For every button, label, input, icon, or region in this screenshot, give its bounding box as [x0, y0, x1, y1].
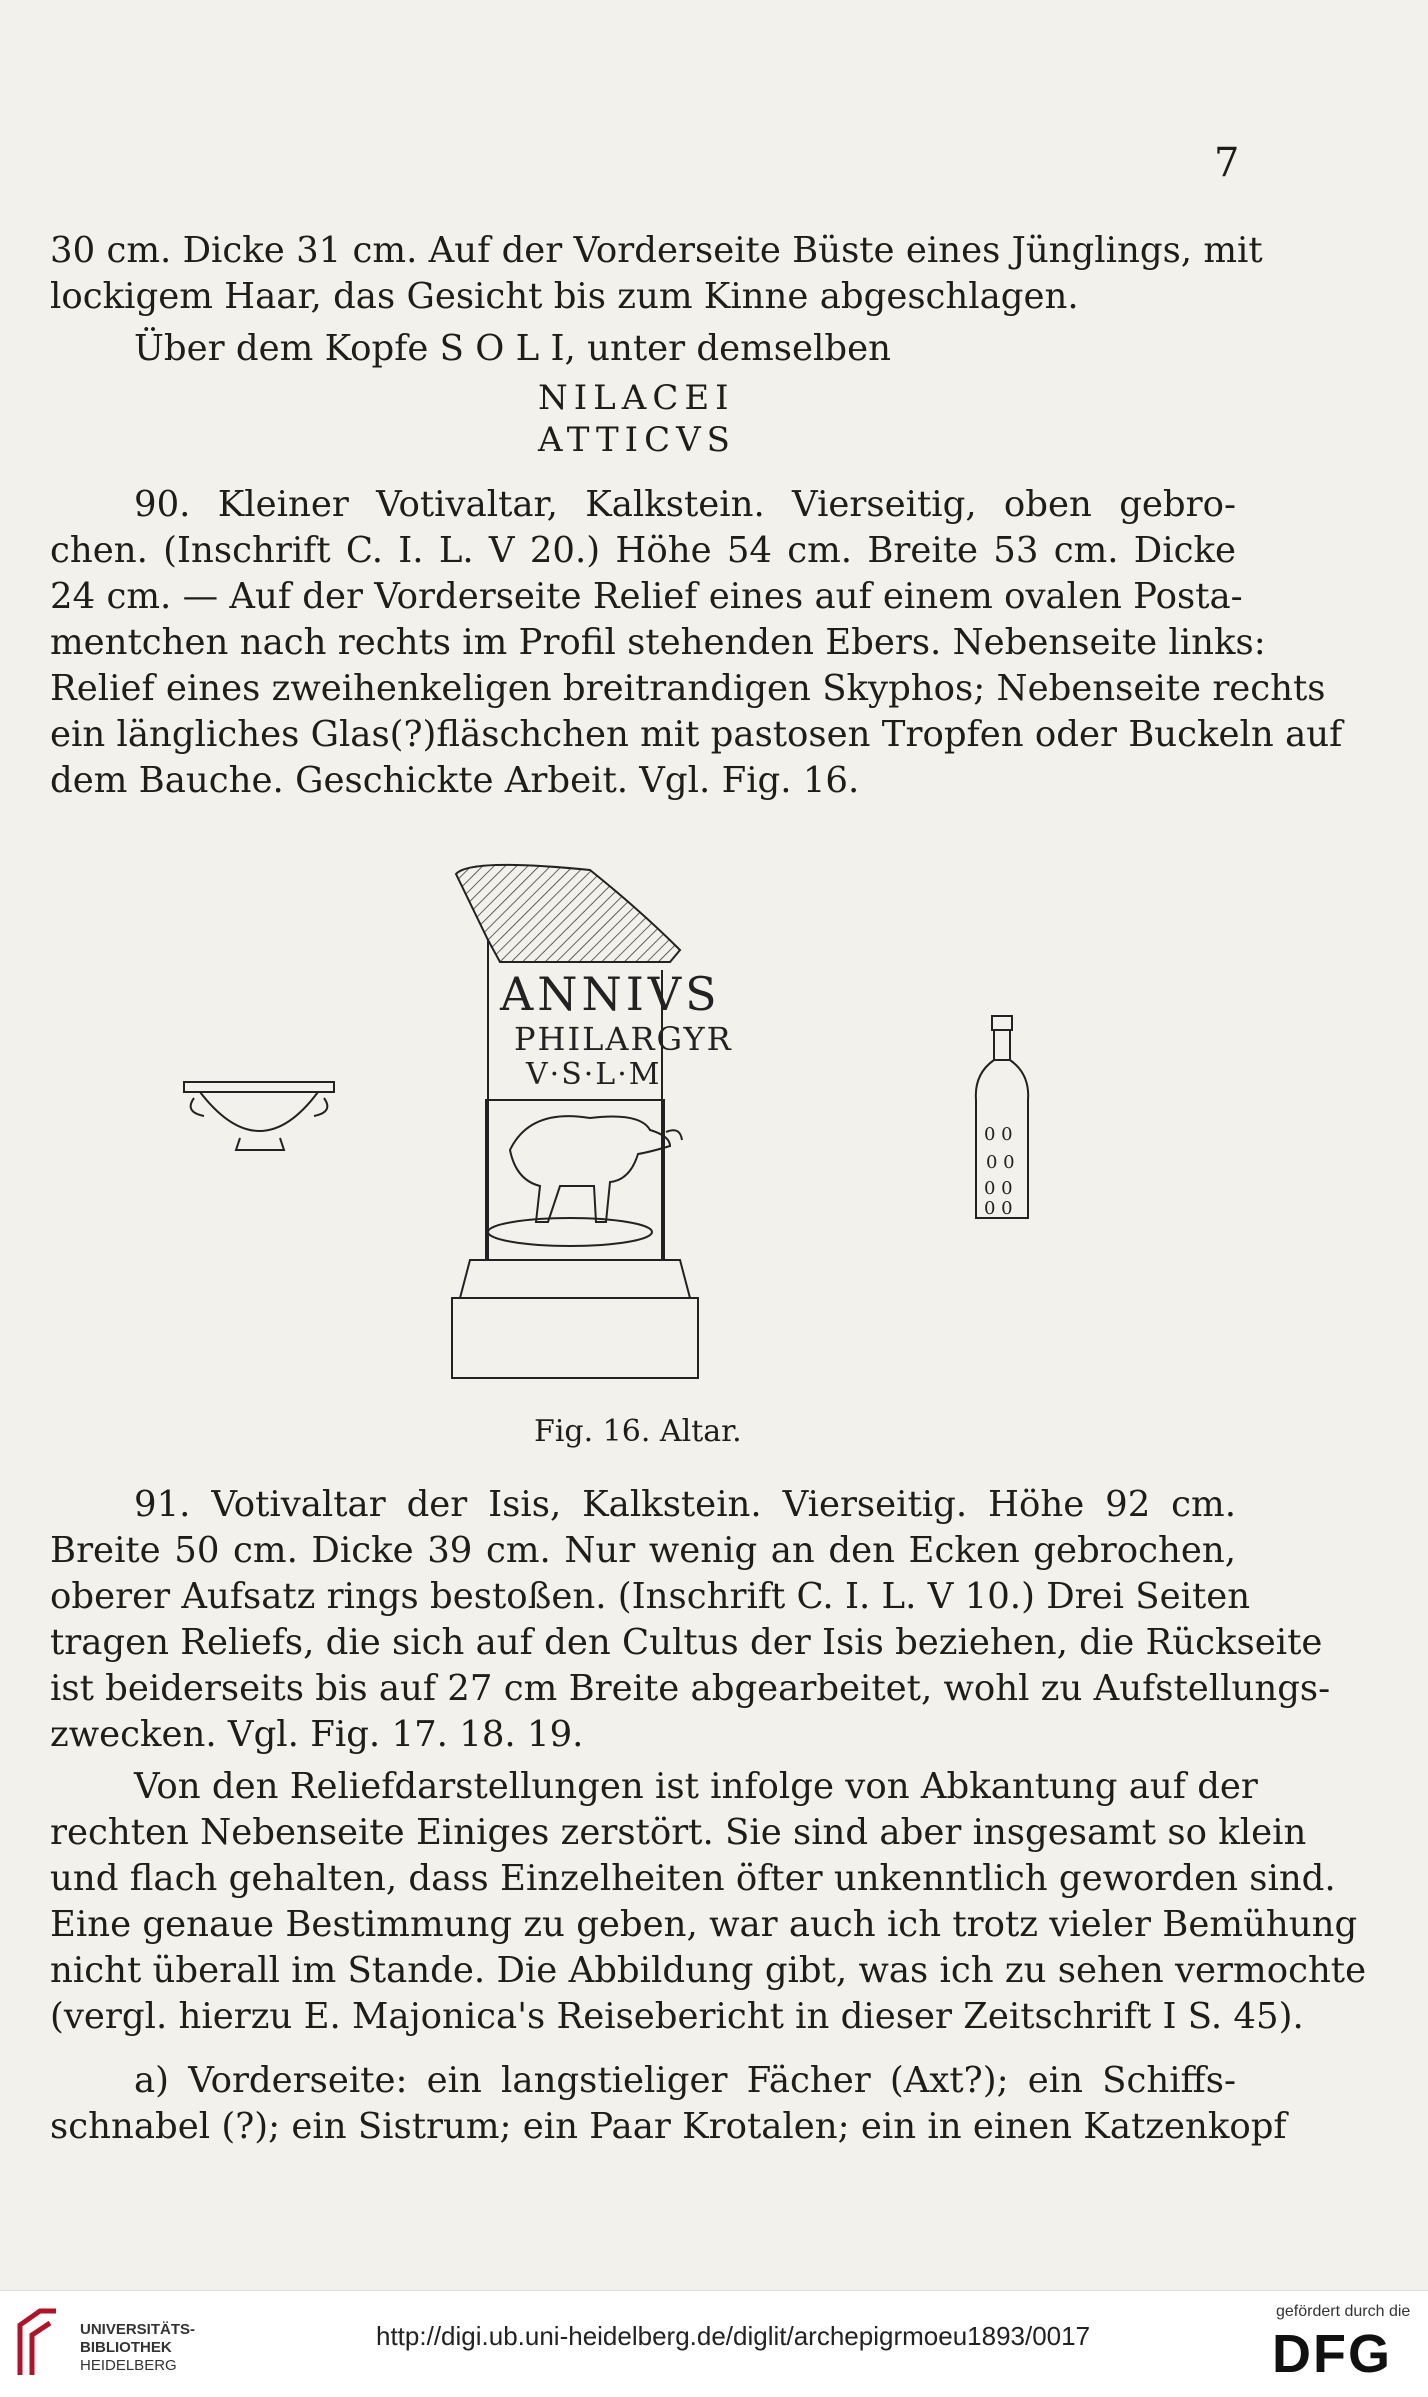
text-line: Über dem Kopfe S O L I, unter demselben: [134, 328, 891, 369]
text-line: 91. Votivaltar der Isis, Kalkstein. Vierseitig. Höhe 92 cm.: [134, 1484, 1236, 1525]
text-line: oberer Aufsatz rings bestoßen. (Inschrift C. I. L. V 10.) Drei Seiten: [50, 1576, 1251, 1617]
altar-outline: [452, 865, 698, 1378]
text-line: und flach gehalten, dass Einzelheiten öfter unkenntlich geworden sind.: [50, 1858, 1336, 1899]
library-name-line: HEIDELBERG: [80, 2357, 177, 2374]
permalink-url[interactable]: http://digi.ub.uni-heidelberg.de/diglit/archepigrmoeu1893/0017: [376, 2321, 1091, 2351]
dfg-logo: DFG: [1272, 2324, 1392, 2384]
digitization-footer: [0, 2290, 1428, 2397]
svg-text:0 0: 0 0: [984, 1124, 1013, 1145]
text-line: Eine genaue Bestimmung zu geben, war auch ich trotz vieler Bemühung: [50, 1904, 1358, 1945]
text-line: Von den Reliefdarstellungen ist infolge von Abkantung auf der: [134, 1766, 1258, 1807]
text-line: 30 cm. Dicke 31 cm. Auf der Vorderseite Büste eines Jünglings, mit: [50, 230, 1263, 271]
text-line: dem Bauche. Geschickte Arbeit. Vgl. Fig. 16.: [50, 760, 860, 801]
text-line: Relief eines zweihenkeligen breitrandigen Skyphos; Nebenseite rechts: [50, 668, 1326, 709]
text-line: mentchen nach rechts im Profil stehenden Ebers. Nebenseite links:: [50, 622, 1266, 663]
text-line: 90. Kleiner Votivaltar, Kalkstein. Vierseitig, oben gebro-: [134, 484, 1236, 525]
svg-text:0 0: 0 0: [984, 1198, 1013, 1219]
paragraph-91: [50, 1482, 1331, 1758]
library-logo-icon: [14, 2305, 62, 2381]
funding-note: gefördert durch die: [1276, 2303, 1411, 2320]
library-name-line: BIBLIOTHEK: [80, 2339, 172, 2356]
text-line: Breite 50 cm. Dicke 39 cm. Nur wenig an den Ecken gebrochen,: [50, 1530, 1236, 1571]
text-line: rechten Nebenseite Einiges zerstört. Sie sind aber insgesamt so klein: [50, 1812, 1307, 1853]
text-line: nicht überall im Stande. Die Abbildung gibt, was ich zu sehen vermochte: [50, 1950, 1367, 1991]
figure-caption: Fig. 16. Altar.: [534, 1414, 742, 1449]
text-line: ist beiderseits bis auf 27 cm Breite abgearbeitet, wohl zu Aufstellungs-: [50, 1668, 1331, 1709]
svg-text:0 0: 0 0: [986, 1152, 1015, 1173]
text-line: chen. (Inschrift C. I. L. V 20.) Höhe 54 cm. Breite 53 cm. Dicke: [50, 530, 1236, 571]
text-line: (vergl. hierzu E. Majonica's Reisebericht in dieser Zeitschrift I S. 45).: [50, 1996, 1304, 2037]
page-number: 7: [1214, 140, 1240, 186]
text-line: lockigem Haar, das Gesicht bis zum Kinne abgeschlagen.: [50, 276, 1079, 317]
altar-inscription-line: ANNIVS: [500, 967, 721, 1021]
text-line: 24 cm. — Auf der Vorderseite Relief eines auf einem ovalen Posta-: [50, 576, 1243, 617]
svg-text:0 0: 0 0: [984, 1178, 1013, 1199]
bottle-drawing: [976, 1016, 1028, 1219]
paragraph-90: [50, 482, 1343, 804]
paragraph-89-end: [50, 228, 1263, 320]
paragraph-inscription-intro: [50, 326, 1236, 372]
text-line: schnabel (?); ein Sistrum; ein Paar Krotalen; ein in einen Katzenkopf: [50, 2106, 1287, 2147]
text-line: tragen Reliefs, die sich auf den Cultus der Isis beziehen, die Rückseite: [50, 1622, 1323, 1663]
text-line: a) Vorderseite: ein langstieliger Fächer (Axt?); ein Schiffs-: [134, 2060, 1236, 2101]
altar-inscription-line: V·S·L·M: [526, 1057, 662, 1092]
library-logo: [14, 2305, 196, 2385]
library-name-line: UNIVERSITÄTS-: [80, 2321, 196, 2338]
altar-inscription-line: PHILARGYR: [514, 1020, 733, 1058]
text-line: zwecken. Vgl. Fig. 17. 18. 19.: [50, 1714, 584, 1755]
text-line: ein längliches Glas(?)fläschchen mit pastosen Tropfen oder Buckeln auf: [50, 714, 1343, 755]
inscription-line: NILACEI: [538, 378, 735, 418]
paragraph-reliefs: [50, 1764, 1367, 2040]
paragraph-a-vorderseite: [50, 2058, 1287, 2150]
skyphos-drawing: [184, 1082, 334, 1150]
library-name: [80, 2321, 195, 2375]
altar-drawing: [170, 850, 1090, 1410]
figure-16-altar: [170, 850, 1090, 1410]
inscription-line: ATTICVS: [538, 420, 736, 460]
